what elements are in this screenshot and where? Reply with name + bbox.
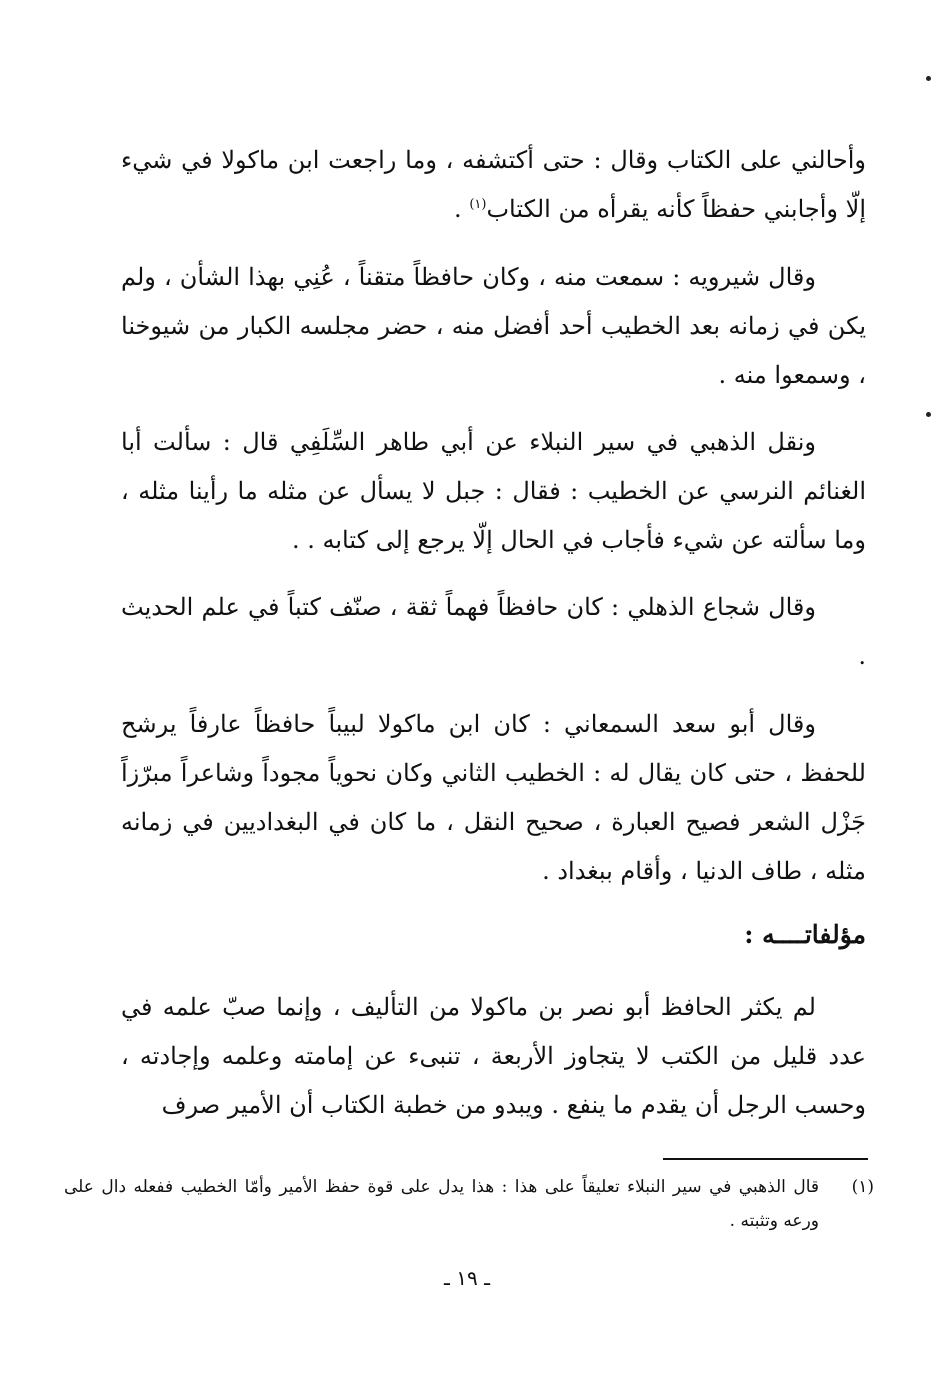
paragraph-4 <box>121 583 866 681</box>
paragraph-1-text <box>121 136 866 234</box>
section-heading: مؤلفاتــــه : <box>744 920 866 949</box>
footnote-divider <box>663 1158 868 1160</box>
paragraph-2 <box>121 253 866 400</box>
footnote-number: (١) <box>851 1177 874 1197</box>
paragraph-3-text: ونقل الذهبي في سير النبلاء عن أبي طاهر السِّلَفِي قال : سألت أبا الغنائم النرسي عن الخطيب : فقال : جبل لا يسأل عن مثله ما رأينا مثله ، وما سألته عن شيء فأجاب في الحال إلّا يرجع إلى كتابه . . <box>121 428 866 554</box>
paragraph-3 <box>121 418 866 565</box>
paragraph-2-text: وقال شيرويه : سمعت منه ، وكان حافظاً متقناً ، عُنِي بهذا الشأن ، ولم يكن في زمانه بعد الخطيب أحد أفضل منه ، حضر مجلسه الكبار من شيوخنا ، وسمعوا منه . <box>121 263 866 389</box>
paragraph-1-body: وأحالني على الكتاب وقال : حتى أكتشفه ، وما راجعت ابن ماكولا في شيء إلّا وأجابني حفظاً كأنه يقرأه من الكتاب <box>121 146 866 223</box>
paragraph-5 <box>121 700 866 896</box>
paragraph-1 <box>121 136 866 234</box>
footnote-reference: (١) <box>469 197 487 212</box>
paragraph-1-end: . <box>454 195 470 223</box>
paragraph-6 <box>121 983 866 1130</box>
paragraph-5-text: وقال أبو سعد السمعاني : كان ابن ماكولا لبيباً حافظاً عارفاً يرشح للحفظ ، حتى كان يقال له : الخطيب الثاني وكان نحوياً مجوداً وشاعراً مبرّزاً جَزْل الشعر فصيح العبارة ، صحيح النقل ، ما كان في البغداديين في زمانه مثله ، طاف الدنيا ، وأقام ببغداد . <box>121 710 866 885</box>
paragraph-6-text: لم يكثر الحافظ أبو نصر بن ماكولا من التأليف ، وإنما صبّ علمه في عدد قليل من الكتب لا يتجاوز الأربعة ، تنبىء عن إمامته وعلمه وإجادته ، وحسب الرجل أن يقدم ما ينفع . ويبدو من خطبة الكتاب أن الأمير صرف <box>121 993 866 1119</box>
margin-mark <box>926 76 931 81</box>
footnote-text: قال الذهبي في سير النبلاء تعليقاً على هذا : هذا يدل على قوة حفظ الأمير وأمّا الخطيب ففعله دال على ورعه وتثبته . <box>64 1177 819 1231</box>
page-number: ـ ١٩ ـ <box>444 1266 490 1290</box>
paragraph-4-text: وقال شجاع الذهلي : كان حافظاً فهماً ثقة ، صنّف كتباً في علم الحديث . <box>121 593 866 670</box>
margin-mark <box>926 412 931 417</box>
footnote <box>64 1170 874 1238</box>
